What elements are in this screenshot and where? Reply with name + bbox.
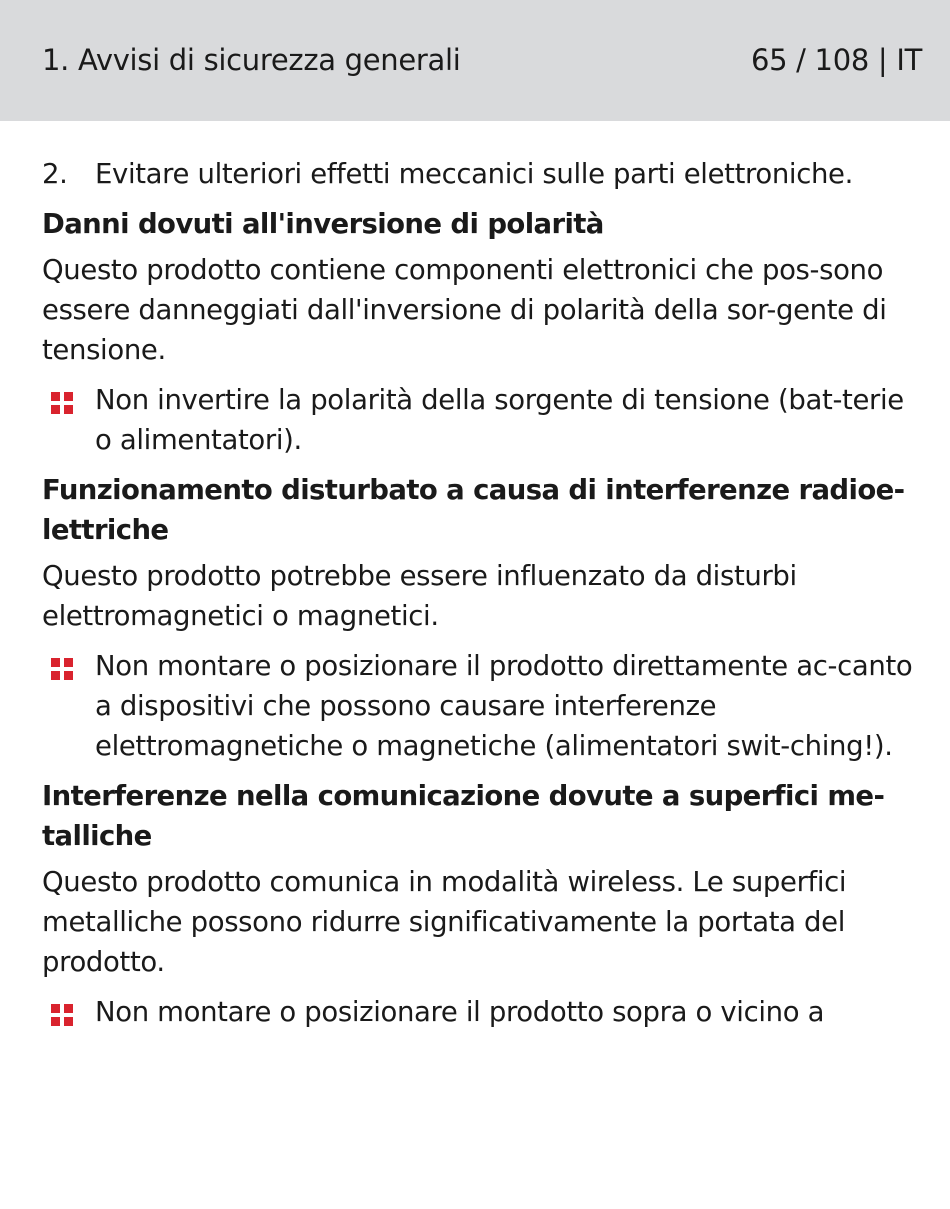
paragraph-radio: Questo prodotto potrebbe essere influenzato da disturbi elettromagnetici o magnetici. bbox=[42, 560, 797, 632]
bullet-text: Non invertire la polarità della sorgente di tensione (bat-terie o alimentatori). bbox=[95, 384, 904, 456]
numbered-step bbox=[42, 154, 922, 194]
red-square-grid-icon bbox=[51, 1004, 73, 1026]
page-header bbox=[0, 0, 950, 121]
heading-polarity: Danni dovuti all'inversione di polarità bbox=[42, 208, 604, 240]
bullet-text: Non montare o posizionare il prodotto direttamente ac-canto a dispositivi che possono causare interferenze elettromagnetiche o magnetiche (alimentatori swit-ching!). bbox=[95, 650, 913, 762]
document-body bbox=[42, 154, 922, 1032]
bullet-text: Non montare o posizionare il prodotto sopra o vicino a bbox=[95, 996, 825, 1028]
heading-radio: Funzionamento disturbato a causa di interferenze radioe-lettriche bbox=[42, 474, 905, 546]
bullet-item-radio bbox=[42, 646, 922, 766]
bullet-item-polarity bbox=[42, 380, 922, 460]
heading-metal: Interferenze nella comunicazione dovute a superfici me-talliche bbox=[42, 780, 885, 852]
paragraph-metal: Questo prodotto comunica in modalità wireless. Le superfici metalliche possono ridurre significativamente la portata del prodotto. bbox=[42, 866, 847, 978]
page-indicator: 65 / 108 | IT bbox=[750, 43, 922, 77]
step-text: Evitare ulteriori effetti meccanici sulle parti elettroniche. bbox=[95, 158, 854, 190]
red-square-grid-icon bbox=[51, 658, 73, 680]
section-title: 1. Avvisi di sicurezza generali bbox=[42, 43, 461, 77]
red-square-grid-icon bbox=[51, 392, 73, 414]
step-number: 2. bbox=[42, 158, 68, 190]
bullet-item-metal bbox=[42, 992, 922, 1032]
paragraph-polarity: Questo prodotto contiene componenti elettronici che pos-sono essere danneggiati dall'inversione di polarità della sor-gente di tensione. bbox=[42, 254, 887, 366]
